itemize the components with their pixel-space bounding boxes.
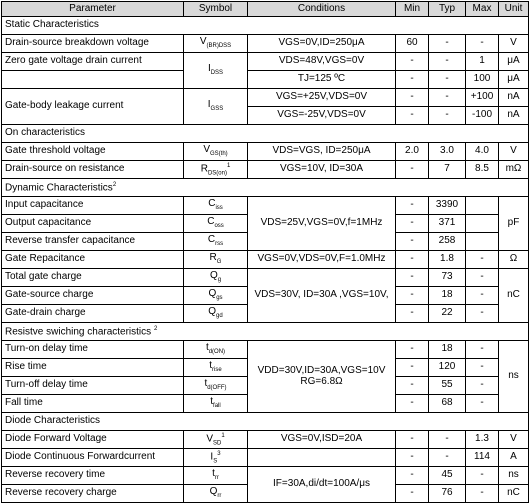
min-rdson: - [396, 161, 429, 179]
param-vth: Gate threshold voltage [2, 143, 184, 161]
min-vsd: - [396, 431, 429, 449]
unit-is: A [499, 449, 529, 467]
typ-qrr: 76 [429, 485, 466, 503]
section-row [2, 17, 529, 35]
min-igss-1: - [396, 89, 429, 107]
param-coss: Output capacitance [2, 215, 184, 233]
table-row [2, 341, 529, 359]
typ-tr: 120 [429, 359, 466, 377]
section-row [2, 413, 529, 431]
table-row [2, 53, 529, 71]
typ-trr: 45 [429, 467, 466, 485]
section-row [2, 323, 529, 341]
unit-vth: V [499, 143, 529, 161]
unit-rdson: mΩ [499, 161, 529, 179]
max-coss [466, 215, 499, 233]
symbol-qrr: $Q_{rr}$ [184, 485, 248, 503]
param-ciss: Input capacitance [2, 197, 184, 215]
max-idss-2: 100 [466, 71, 499, 89]
min-idss-2: - [396, 71, 429, 89]
table-row [2, 161, 529, 179]
symbol-crss: $C_{rss}$ [184, 233, 248, 251]
min-idss-1: - [396, 53, 429, 71]
symbol-ciss: $C_{iss}$ [184, 197, 248, 215]
min-trr: - [396, 467, 429, 485]
max-ciss [466, 197, 499, 215]
max-rdson: 8.5 [466, 161, 499, 179]
typ-qg: 73 [429, 269, 466, 287]
param-tf: Fall time [2, 395, 184, 413]
max-qgd: - [466, 305, 499, 323]
max-rg: - [466, 251, 499, 269]
min-crss: - [396, 233, 429, 251]
typ-idss-2: - [429, 71, 466, 89]
param-qrr: Reverse recovery charge [2, 485, 184, 503]
max-tf: - [466, 395, 499, 413]
min-coss: - [396, 215, 429, 233]
symbol-is: $I_S^3$ [184, 449, 248, 467]
symbol-qgs: $Q_{gs}$ [184, 287, 248, 305]
section-on: On characteristics [2, 125, 529, 143]
min-qgd: - [396, 305, 429, 323]
cond-charge: VDS=30V, ID=30A ,VGS=10V, [248, 269, 396, 323]
unit-capacitance: pF [499, 197, 529, 251]
table-row [2, 71, 529, 89]
param-rg: Gate Repacitance [2, 251, 184, 269]
unit-bvdss: V [499, 35, 529, 53]
section-resistive: Resistve swiching characteristics $^2$ [2, 323, 529, 341]
min-tdoff: - [396, 377, 429, 395]
max-tdoff: - [466, 377, 499, 395]
param-tr: Rise time [2, 359, 184, 377]
table-row [2, 143, 529, 161]
param-idss: Zero gate voltage drain current [2, 53, 184, 71]
header-min: Min [396, 2, 429, 17]
typ-ciss: 3390 [429, 197, 466, 215]
min-igss-2: - [396, 107, 429, 125]
typ-tf: 68 [429, 395, 466, 413]
min-vth: 2.0 [396, 143, 429, 161]
param-crss: Reverse transfer capacitance [2, 233, 184, 251]
section-diode: Diode Characteristics [2, 413, 529, 431]
cond-reverse-recovery: IF=30A,di/dt=100A/μs [248, 467, 396, 503]
spec-table [1, 1, 529, 503]
max-trr: - [466, 467, 499, 485]
param-qgd: Gate-drain charge [2, 305, 184, 323]
unit-rg: Ω [499, 251, 529, 269]
typ-qgd: 22 [429, 305, 466, 323]
symbol-rg: $R_G$ [184, 251, 248, 269]
table-row [2, 467, 529, 485]
symbol-qgd: $Q_{gd}$ [184, 305, 248, 323]
unit-switching: ns [499, 341, 529, 413]
param-bvdss: Drain-source breakdown voltage [2, 35, 184, 53]
max-idss-1: 1 [466, 53, 499, 71]
param-trr: Reverse recovery time [2, 467, 184, 485]
header-max: Max [466, 2, 499, 17]
symbol-bvdss: $V_{(BR)DSS}$ [184, 35, 248, 53]
symbol-idss: $I_{DSS}$ [184, 53, 248, 89]
min-is: - [396, 449, 429, 467]
table-row [2, 251, 529, 269]
max-qrr: - [466, 485, 499, 503]
cond-capacitance: VDS=25V,VGS=0V,f=1MHz [248, 197, 396, 251]
min-qrr: - [396, 485, 429, 503]
min-tr: - [396, 359, 429, 377]
max-igss-2: -100 [466, 107, 499, 125]
unit-trr: ns [499, 467, 529, 485]
typ-igss-2: - [429, 107, 466, 125]
table-row [2, 35, 529, 53]
header-symbol: Symbol [184, 2, 248, 17]
max-bvdss: - [466, 35, 499, 53]
max-qgs: - [466, 287, 499, 305]
max-tdon: - [466, 341, 499, 359]
cond-is [248, 449, 396, 467]
min-ciss: - [396, 197, 429, 215]
table-row [2, 197, 529, 215]
max-qg: - [466, 269, 499, 287]
unit-idss-1: μA [499, 53, 529, 71]
param-qg: Total gate charge [2, 269, 184, 287]
param-rdson: Drain-source on resistance [2, 161, 184, 179]
symbol-trr: $t_{rr}$ [184, 467, 248, 485]
table-row [2, 89, 529, 107]
symbol-coss: $C_{oss}$ [184, 215, 248, 233]
typ-rg: 1.8 [429, 251, 466, 269]
cond-idss-2: TJ=125 ºC [248, 71, 396, 89]
typ-vth: 3.0 [429, 143, 466, 161]
symbol-rdson: $R_{DS(on)}^1$ [184, 161, 248, 179]
max-vth: 4.0 [466, 143, 499, 161]
section-row [2, 179, 529, 197]
table-row [2, 449, 529, 467]
param-is: Diode Continuous Forwardcurrent [2, 449, 184, 467]
max-vsd: 1.3 [466, 431, 499, 449]
cond-vsd: VGS=0V,ISD=20A [248, 431, 396, 449]
max-is: 114 [466, 449, 499, 467]
param-tdon: Turn-on delay time [2, 341, 184, 359]
symbol-vth: $V_{GS(th)}$ [184, 143, 248, 161]
cond-switching: VDD=30V,ID=30A,VGS=10V RG=6.8Ω [248, 341, 396, 413]
typ-vsd: - [429, 431, 466, 449]
header-typ: Typ [429, 2, 466, 17]
param-qgs: Gate-source charge [2, 287, 184, 305]
cond-bvdss: VGS=0V,ID=250μA [248, 35, 396, 53]
symbol-igss: $I_{GSS}$ [184, 89, 248, 125]
table-row [2, 431, 529, 449]
min-qgs: - [396, 287, 429, 305]
section-static: Static Characteristics [2, 17, 529, 35]
max-tr: - [466, 359, 499, 377]
typ-igss-1: - [429, 89, 466, 107]
min-tf: - [396, 395, 429, 413]
cond-vth: VDS=VGS, ID=250μA [248, 143, 396, 161]
unit-charge: nC [499, 269, 529, 323]
param-idss-empty [2, 71, 184, 89]
typ-is: - [429, 449, 466, 467]
typ-tdon: 18 [429, 341, 466, 359]
symbol-vsd: $V_{SD}^1$ [184, 431, 248, 449]
min-tdon: - [396, 341, 429, 359]
param-igss: Gate-body leakage current [2, 89, 184, 125]
typ-tdoff: 55 [429, 377, 466, 395]
max-igss-1: +100 [466, 89, 499, 107]
symbol-qg: $Q_g$ [184, 269, 248, 287]
param-vsd: Diode Forward Voltage [2, 431, 184, 449]
header-parameter: Parameter [2, 2, 184, 17]
typ-idss-1: - [429, 53, 466, 71]
typ-rdson: 7 [429, 161, 466, 179]
min-qg: - [396, 269, 429, 287]
cond-igss-2: VGS=-25V,VDS=0V [248, 107, 396, 125]
unit-qrr: nC [499, 485, 529, 503]
min-rg: - [396, 251, 429, 269]
typ-crss: 258 [429, 233, 466, 251]
section-dynamic: Dynamic Characteristics$^2$ [2, 179, 529, 197]
unit-igss-1: nA [499, 89, 529, 107]
typ-coss: 371 [429, 215, 466, 233]
max-crss [466, 233, 499, 251]
unit-igss-2: nA [499, 107, 529, 125]
param-tdoff: Turn-off delay time [2, 377, 184, 395]
symbol-tf: $t_{fall}$ [184, 395, 248, 413]
cond-rdson: VGS=10V, ID=30A [248, 161, 396, 179]
typ-qgs: 18 [429, 287, 466, 305]
cond-idss-1: VDS=48V,VGS=0V [248, 53, 396, 71]
unit-idss-2: μA [499, 71, 529, 89]
symbol-tr: $t_{rise}$ [184, 359, 248, 377]
symbol-tdoff: $t_{d(OFF)}$ [184, 377, 248, 395]
table-row [2, 269, 529, 287]
section-row [2, 125, 529, 143]
header-conditions: Conditions [248, 2, 396, 17]
unit-vsd: V [499, 431, 529, 449]
cond-rg: VGS=0V,VDS=0V,F=1.0MHz [248, 251, 396, 269]
header-row [2, 2, 529, 17]
min-bvdss: 60 [396, 35, 429, 53]
typ-bvdss: - [429, 35, 466, 53]
symbol-tdon: $t_{d(ON)}$ [184, 341, 248, 359]
cond-igss-1: VGS=+25V,VDS=0V [248, 89, 396, 107]
header-unit: Unit [499, 2, 529, 17]
